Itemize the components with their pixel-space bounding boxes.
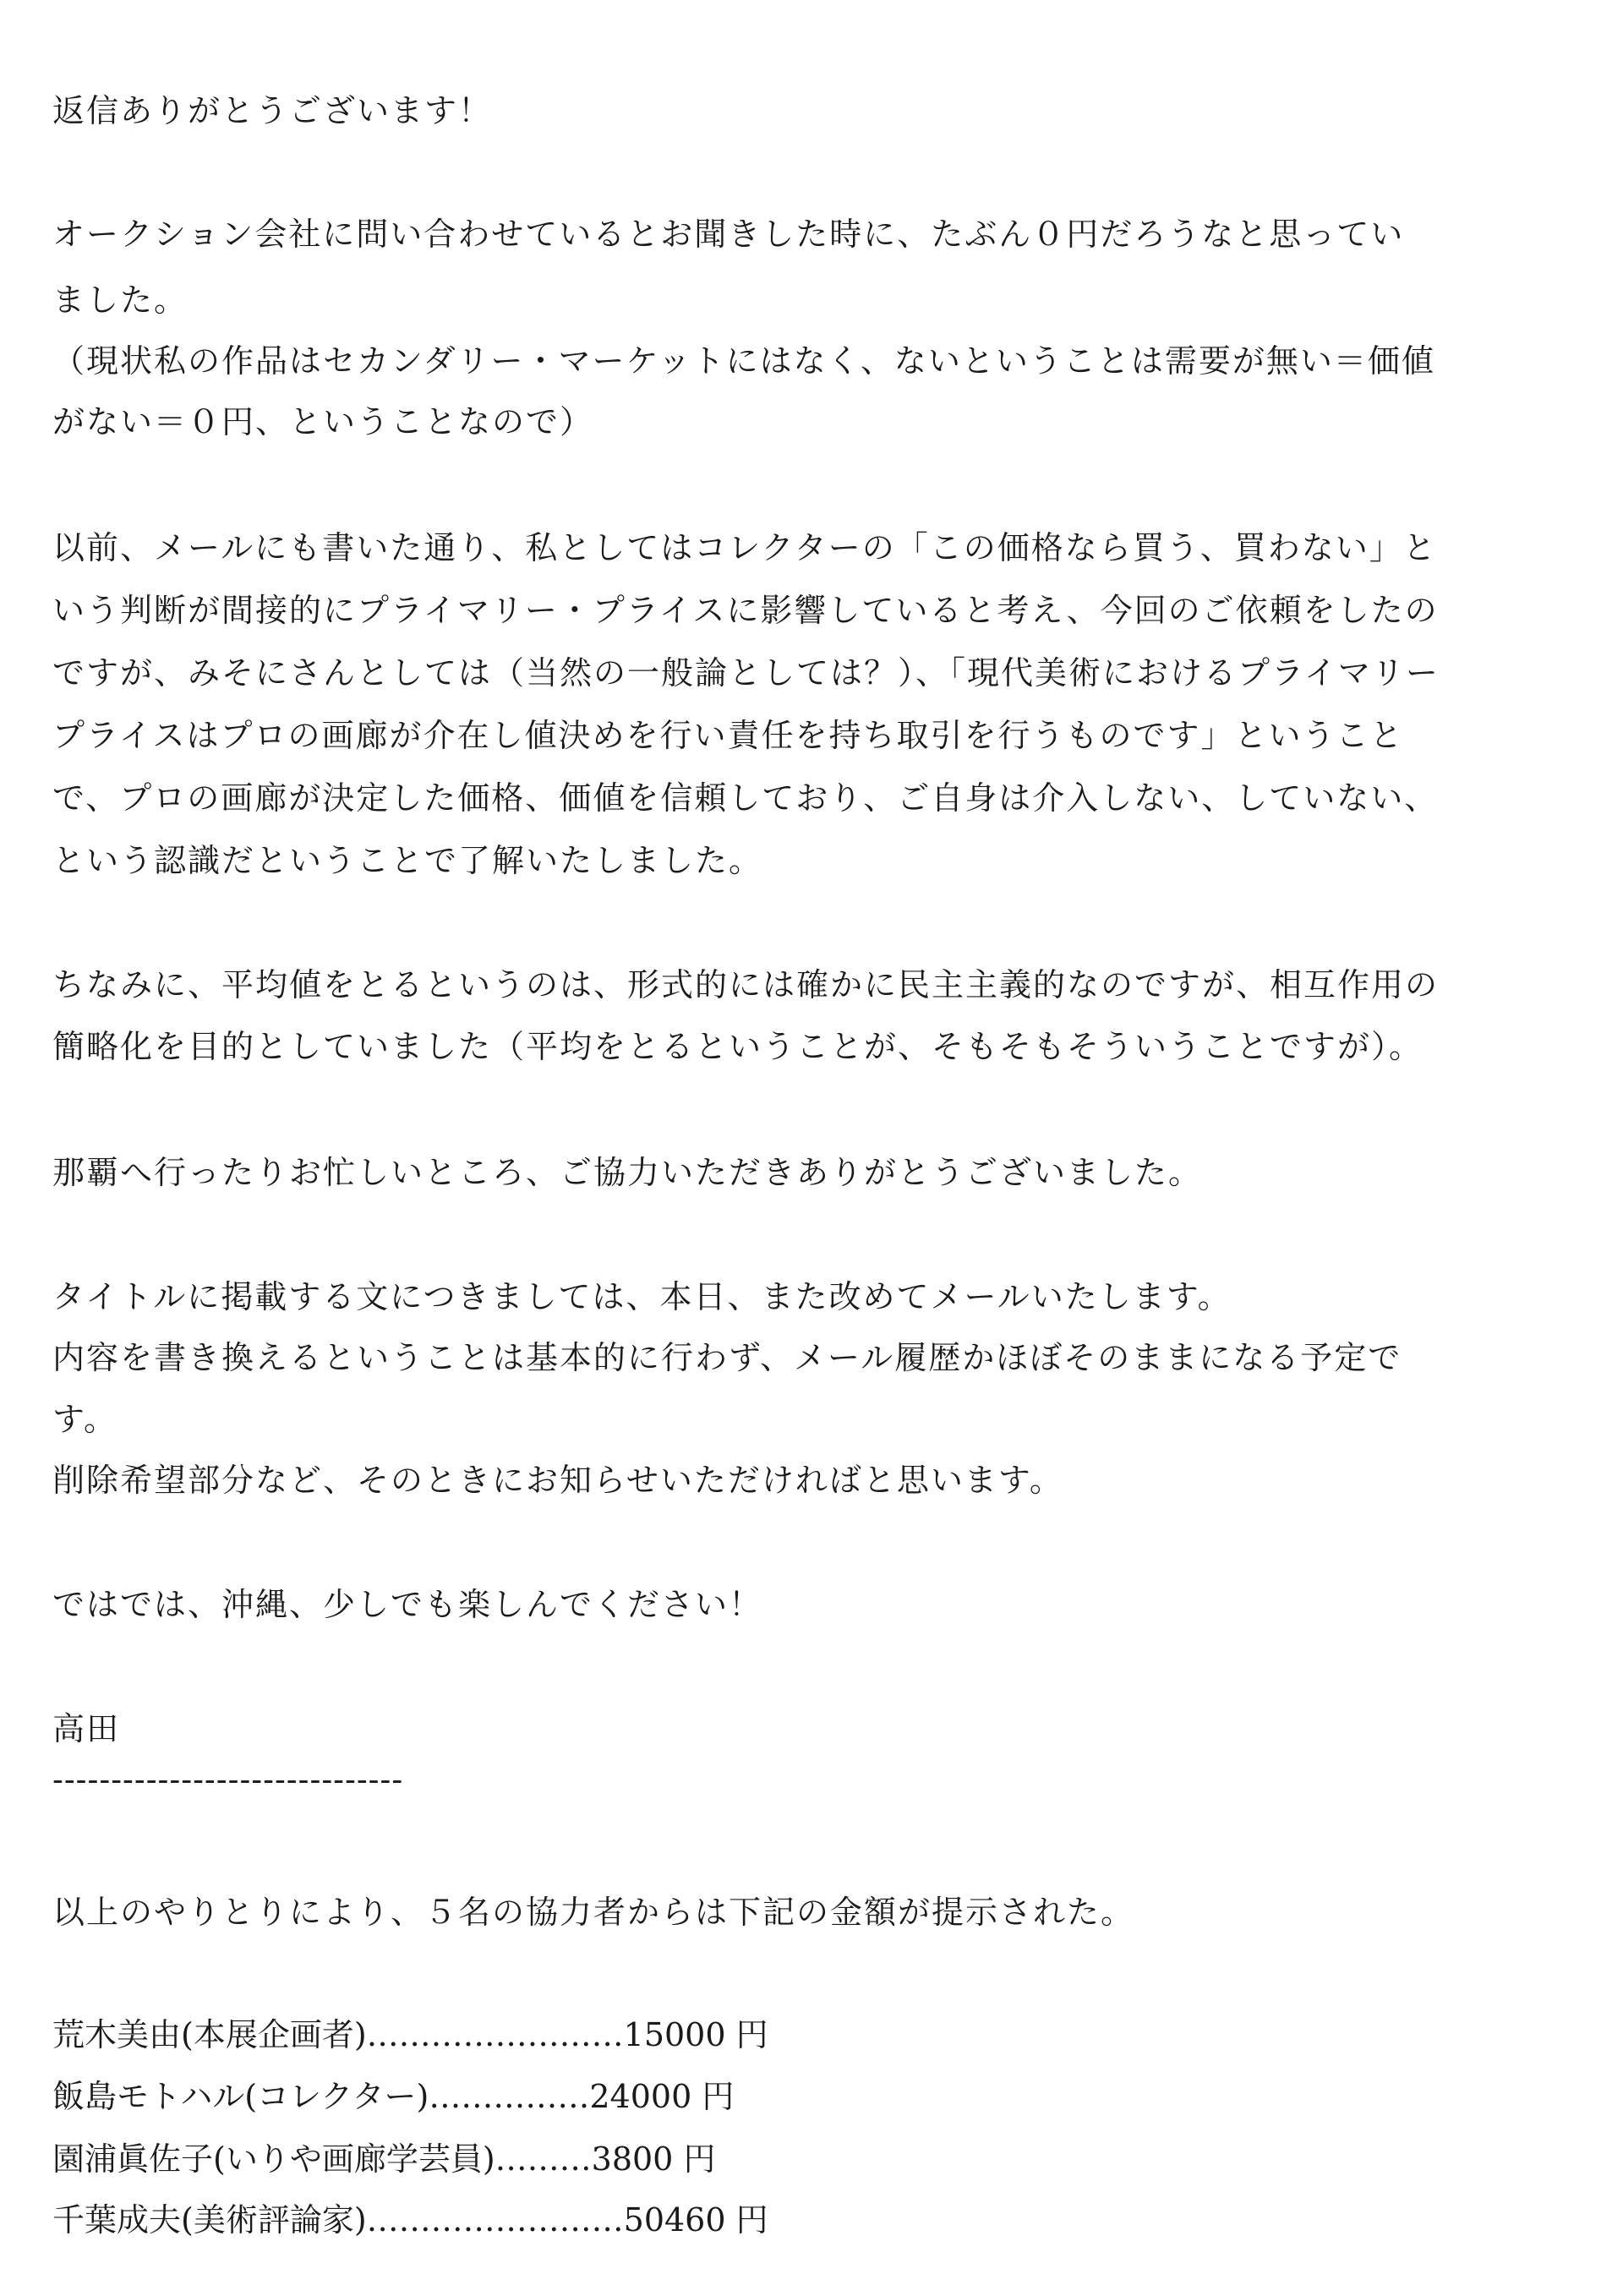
closing-line: ではでは、沖縄、少しでも楽しんでください！ <box>52 1586 763 1623</box>
price-list-item: 荒木美由(本展企画者)……………………15000 円 <box>52 2016 768 2053</box>
price-list-item: 飯島モトハル(コレクター)……………24000 円 <box>52 2078 735 2115</box>
paragraph-1-line-2: ました。 <box>52 282 189 319</box>
paragraph-2-line-3: ですが、みそにさんとしては（当然の一般論としては？）、「現代美術におけるプライマリー <box>52 654 1440 692</box>
paragraph-2-line-2: いう判断が間接的にプライマリー・プライスに影響していると考え、今回のご依頼をしたの <box>52 592 1439 629</box>
document-page <box>52 0 1582 2296</box>
paragraph-5-line-2: 内容を書き換えるということは基本的に行わず、メール履歴かほぼそのままになる予定で <box>52 1339 1402 1376</box>
paragraph-3-line-1: ちなみに、平均値をとるというのは、形式的には確かに民主主義的なのですが、相互作用の <box>52 966 1440 1003</box>
price-list-item: 園浦眞佐子(いりや画廊学芸員)………3800 円 <box>52 2140 716 2178</box>
greeting: 返信ありがとうございます！ <box>52 92 493 129</box>
paragraph-5-line-3: す。 <box>52 1401 117 1438</box>
price-list-item: 千葉成夫(美術評論家)……………………50460 円 <box>52 2201 768 2239</box>
paragraph-5-line-1: タイトルに掲載する文につきましては、本日、また改めてメールいたします。 <box>52 1278 1232 1315</box>
separator-line: ------------------------------ <box>52 1761 404 1798</box>
paragraph-2-line-4: プライスはプロの画廊が介在し値決めを行い責任を持ち取引を行うものです」ということ <box>52 717 1404 754</box>
summary-sentence: 以上のやりとりにより、５名の協力者からは下記の金額が提示された。 <box>52 1894 1135 1931</box>
paragraph-1-line-4: がない＝０円、ということなので） <box>52 403 594 440</box>
paragraph-2-line-5: で、プロの画廊が決定した価格、価値を信頼しており、ご自身は介入しない、していない、 <box>52 779 1439 817</box>
paragraph-2-line-1: 以前、メールにも書いた通り、私としてはコレクターの「この価格なら買う、買わない」と <box>52 529 1437 566</box>
paragraph-5-line-4: 削除希望部分など、そのときにお知らせいただければと思います。 <box>52 1462 1063 1499</box>
paragraph-4: 那覇へ行ったりお忙しいところ、ご協力いただきありがとうございました。 <box>52 1154 1203 1191</box>
paragraph-2-line-6: という認識だということで了解いたしました。 <box>52 842 763 879</box>
paragraph-1-line-1: オークション会社に問い合わせているとお聞きした時に、たぶん０円だろうなと思ってい <box>52 216 1405 253</box>
paragraph-1-line-3: （現状私の作品はセカンダリー・マーケットにはなく、ないということは需要が無い＝価値 <box>52 342 1435 380</box>
paragraph-3-line-2: 簡略化を目的としていました（平均をとるということが、そもそもそういうことですが）。 <box>52 1028 1424 1065</box>
signature: 高田 <box>52 1710 121 1747</box>
